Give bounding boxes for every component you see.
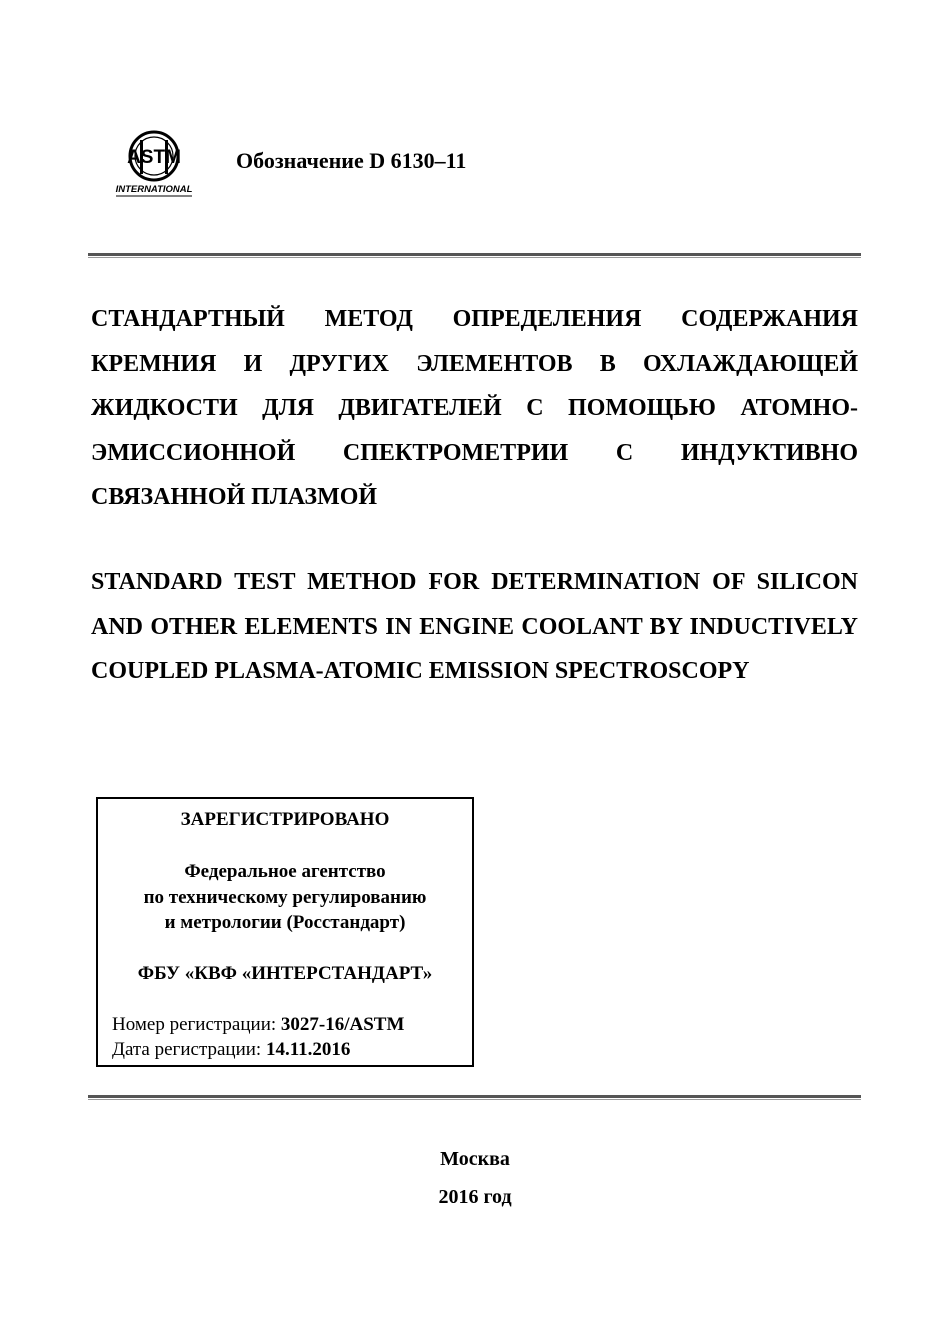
agency-line-1: Федеральное агентство: [184, 861, 386, 882]
registration-number-line: [112, 1014, 404, 1036]
registration-number-label: Номер регистрации:: [112, 1014, 277, 1035]
title-english: STANDARD TEST METHOD FOR DETERMINATION OF SILICON AND OTHER ELEMENTS IN ENGINE COOLANT BY INDUCTIVELY COUPLED PLASMA-ATOMIC EMISSION SPECTROSCOPY: [91, 569, 858, 684]
agency-line-3: и метрологии (Росстандарт): [164, 912, 406, 933]
registration-date-value: 14.11.2016: [265, 1039, 351, 1060]
top-divider: [88, 253, 861, 258]
registration-date-line: [112, 1039, 350, 1061]
title-russian: СТАНДАРТНЫЙ МЕТОД ОПРЕДЕЛЕНИЯ СОДЕРЖАНИЯ КРЕМНИЯ И ДРУГИХ ЭЛЕМЕНТОВ В ОХЛАЖДАЮЩЕЙ ЖИДКОСТИ ДЛЯ ДВИГАТЕЛЕЙ С ПОМОЩЬЮ АТОМНО-ЭМИССИОННОЙ СПЕКТРОМЕТРИИ С ИНДУКТИВНО СВЯЗАННОЙ ПЛАЗМОЙ: [91, 306, 858, 510]
agency-line-2: по техническому регулированию: [143, 887, 427, 908]
registration-heading: ЗАРЕГИСТРИРОВАНО: [180, 809, 390, 830]
registration-number-value: 3027-16/ASTM: [280, 1014, 405, 1035]
astm-logo: [112, 128, 196, 198]
logo-name: ASTM: [127, 147, 181, 168]
registration-stamp: [96, 797, 474, 1067]
publication-year: 2016 год: [438, 1186, 512, 1208]
document-designation: Обозначение D 6130–11: [236, 148, 467, 173]
logo-subtitle: INTERNATIONAL: [115, 184, 193, 195]
registration-date-label: Дата регистрации:: [112, 1039, 262, 1060]
registration-organization: ФБУ «КВФ «ИНТЕРСТАНДАРТ»: [137, 963, 433, 984]
publication-city: Москва: [440, 1148, 510, 1170]
bottom-divider: [88, 1095, 861, 1100]
